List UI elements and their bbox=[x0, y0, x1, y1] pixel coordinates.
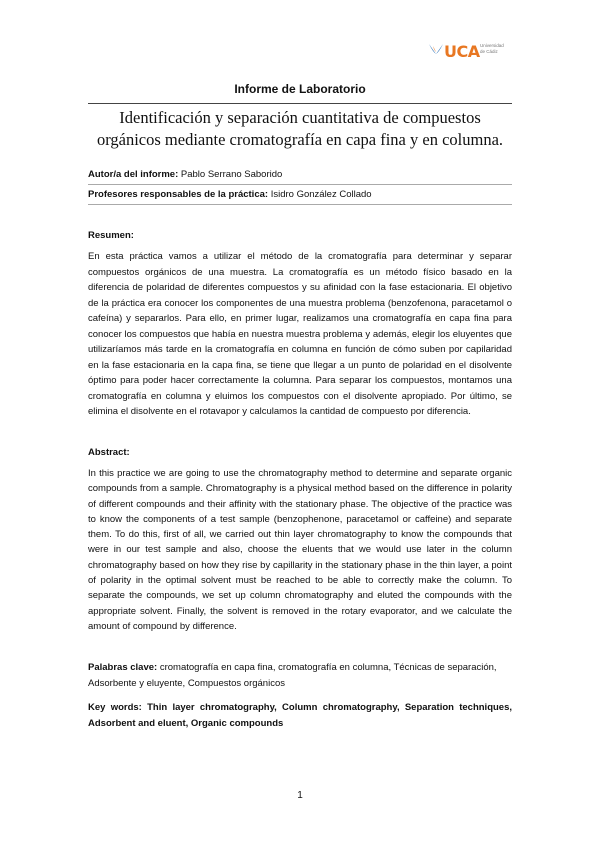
professors-label: Profesores responsables de la práctica: bbox=[88, 189, 269, 200]
professors-line bbox=[88, 189, 512, 200]
keywords-en-label: Key words: bbox=[88, 702, 142, 713]
logo-subtitle: Universidad de Cádiz bbox=[480, 43, 504, 54]
abstract-text: In this practice we are going to use the chromatography method to determine and separate organic compounds from a sample. Chromatography is a physical method based on the difference in polarity of different compounds and their affinity with the stationary phase. The objective of the practice was to know the components of a test sample (benzophenone, paracetamol or caffeine) and separate them. To do this, first of all, we carried out thin layer chromatography to know the compounds that were in our test sample and also, choose the eluents that we would use later in the column chromatography based on how they rise by capillarity in the stationary phase in the thin layer, a point of polarity in the optimal solvent must be reached to be able to correctly make the column. To separate the compounds, we set up column chromatography and eluted the compounds with the appropriate solvent. Finally, the solvent is removed in the rotary evaporator, and we calculate the amount of compound by difference. bbox=[88, 468, 512, 632]
abstract-heading: Abstract: bbox=[88, 447, 130, 458]
resumen-text: En esta práctica vamos a utilizar el método de la cromatografía para determinar y separar compuestos orgánicos de una muestra. La cromatografía es un método físico basado en la diferencia de polaridad de diferentes compuestos y su afinidad con la fase estacionaria. El objetivo de la práctica era conocer los componentes de una muestra problema (benzofenona, paracetamol o cafeína) y separarlos. Para ello, en primer lugar, realizamos una cromatografía en capa fina para conocer los compuestos que había en nuestra muestra problema y además, elegir los eluyentes que utilizaríamos más tarde en la cromatografía en columna en función de cómo suben por capilaridad en la fase estacionaria en la capa fina, se tiene que llegar a un punto de polaridad en el disolvente óptimo para poder hacer correctamente la columna. Para separar los compuestos, montamos una cromatografía en columna y eluimos los compuestos con el disolvente apropiado. Por último, se elimina el disolvente en el rotavapor y calculamos la cantidad de compuesto por diferencia. bbox=[88, 251, 512, 417]
uca-birds-logo-icon bbox=[428, 40, 444, 56]
keywords-en bbox=[88, 700, 512, 732]
page-title: Identificación y separación cuantitativa de compuestos orgánicos mediante cromatografía en capa fina y en columna. bbox=[96, 108, 504, 149]
page-number: 1 bbox=[297, 790, 303, 801]
author-label: Autor/a del informe: bbox=[88, 169, 179, 180]
university-logo bbox=[428, 40, 518, 64]
author-line bbox=[88, 169, 512, 180]
professors-value: Isidro González Collado bbox=[270, 189, 372, 200]
keywords-es-value: cromatografía en capa fina, cromatografía en columna, Técnicas de separación, Adsorbente y eluyente, Compuestos orgánicos bbox=[88, 662, 497, 689]
author-value: Pablo Serrano Saborido bbox=[180, 169, 283, 180]
author-divider bbox=[88, 184, 512, 185]
keywords-es-label: Palabras clave: bbox=[88, 662, 158, 673]
keywords-en-value: Thin layer chromatography, Column chromatography, Separation techniques, Adsorbent and eluent, Organic compounds bbox=[88, 702, 513, 729]
logo-mark: UCA bbox=[444, 42, 480, 61]
keywords-es bbox=[88, 660, 512, 692]
professors-divider bbox=[88, 204, 512, 205]
report-type-heading: Informe de Laboratorio bbox=[234, 82, 366, 96]
resumen-heading: Resumen: bbox=[88, 230, 134, 241]
title-divider bbox=[88, 103, 512, 104]
